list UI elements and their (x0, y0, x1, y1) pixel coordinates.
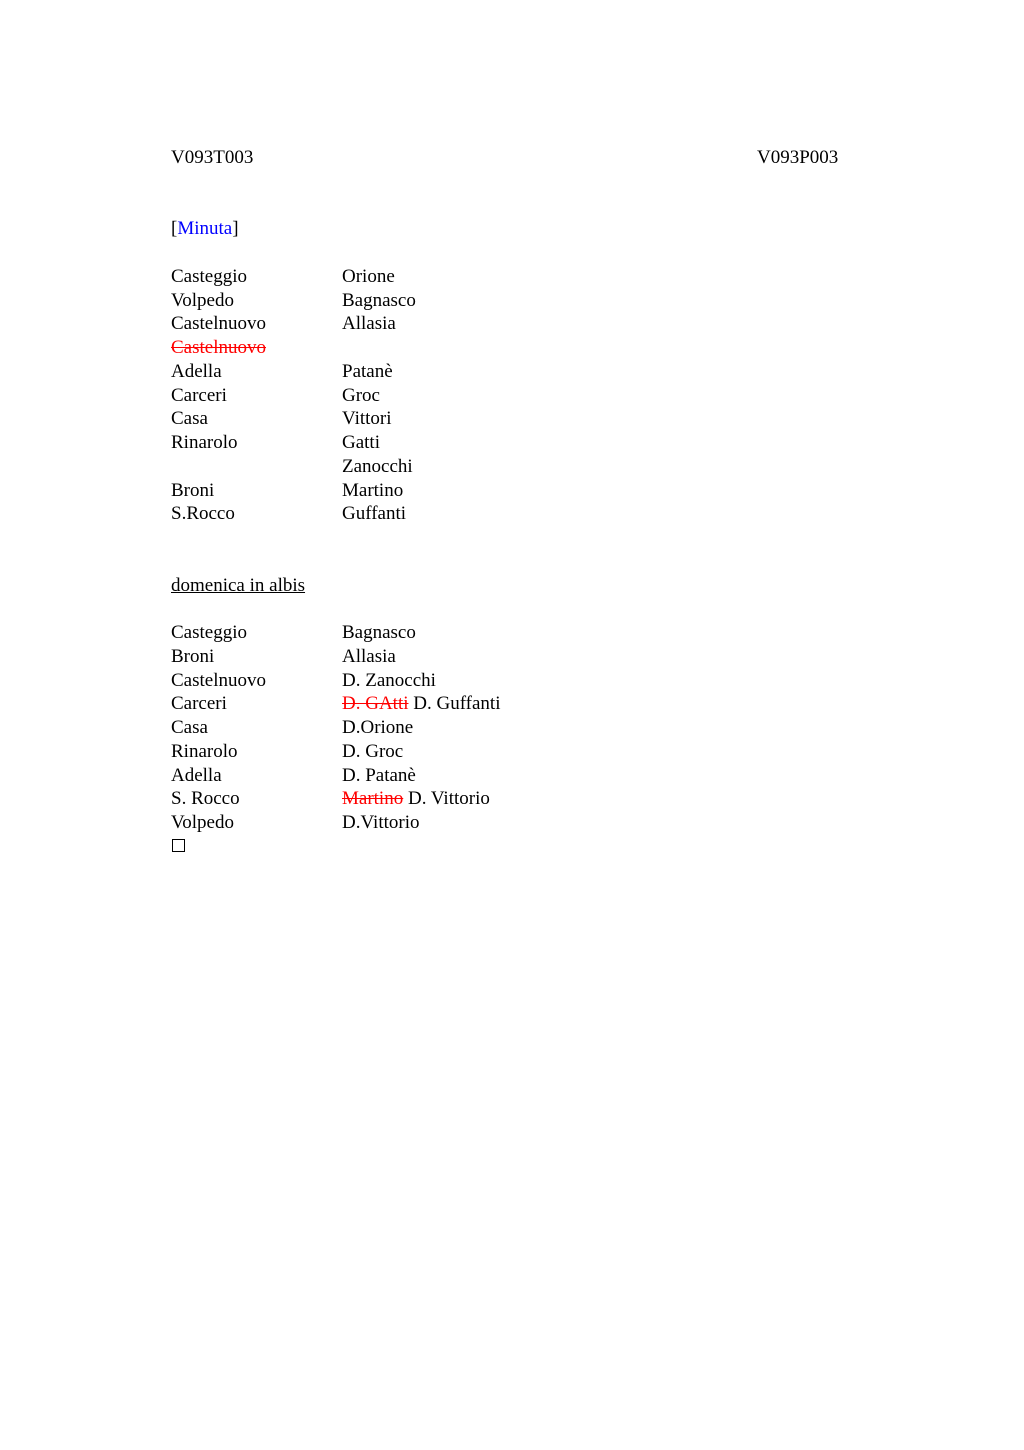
deleted-name: Martino (342, 788, 404, 809)
list2-place: Volpedo (171, 812, 234, 833)
list1-name: Vittori (342, 408, 392, 429)
list1-name: Allasia (342, 313, 396, 334)
list2-place: Casteggio (171, 622, 247, 643)
list1-place: Casa (171, 408, 208, 429)
list2-name: D.Vittorio (342, 812, 420, 833)
list1-place-deleted: Castelnuovo (171, 337, 266, 358)
list2-name: D. Groc (342, 741, 404, 762)
list1-place: Castelnuovo (171, 313, 266, 334)
list1-name: Gatti (342, 432, 380, 453)
list2-name-cell (342, 787, 490, 811)
list1-name: Guffanti (342, 503, 407, 524)
minuta-note (171, 217, 239, 241)
list1-name: Martino (342, 480, 404, 501)
list2-name: D. Vittorio (407, 788, 490, 809)
list2-place: Casa (171, 717, 208, 738)
list2-name: D. Patanè (342, 765, 416, 786)
list1-name: Groc (342, 385, 380, 406)
list2-name: D.Orione (342, 717, 414, 738)
document-code-left: V093T003 (171, 147, 254, 168)
list2-place: Adella (171, 765, 222, 786)
empty-box-icon (172, 839, 185, 852)
list1-place: Broni (171, 480, 215, 501)
section-title: domenica in albis (171, 575, 306, 596)
list2-place: Broni (171, 646, 215, 667)
list1-place: Volpedo (171, 290, 234, 311)
deleted-name: D. GAtti (342, 693, 409, 714)
list1-place: Rinarolo (171, 432, 238, 453)
list2-name: D. Guffanti (413, 693, 501, 714)
list2-place: Castelnuovo (171, 670, 266, 691)
list1-place: Carceri (171, 385, 227, 406)
close-bracket: ] (232, 218, 239, 239)
list2-place: Rinarolo (171, 741, 238, 762)
list2-place: Carceri (171, 693, 227, 714)
minuta-label: Minuta (177, 218, 233, 239)
document-code-right: V093P003 (757, 147, 839, 168)
open-bracket: [ (171, 218, 178, 239)
list1-place: Adella (171, 361, 222, 382)
list1-place: S.Rocco (171, 503, 235, 524)
list1-name: Zanocchi (342, 456, 413, 477)
list2-name: D. Zanocchi (342, 670, 436, 691)
list2-name-cell (342, 692, 501, 716)
list1-name: Patanè (342, 361, 393, 382)
list1-name: Bagnasco (342, 290, 416, 311)
list2-place: S. Rocco (171, 788, 240, 809)
list2-name: Allasia (342, 646, 396, 667)
list2-name: Bagnasco (342, 622, 416, 643)
list1-place: Casteggio (171, 266, 247, 287)
list1-name: Orione (342, 266, 395, 287)
